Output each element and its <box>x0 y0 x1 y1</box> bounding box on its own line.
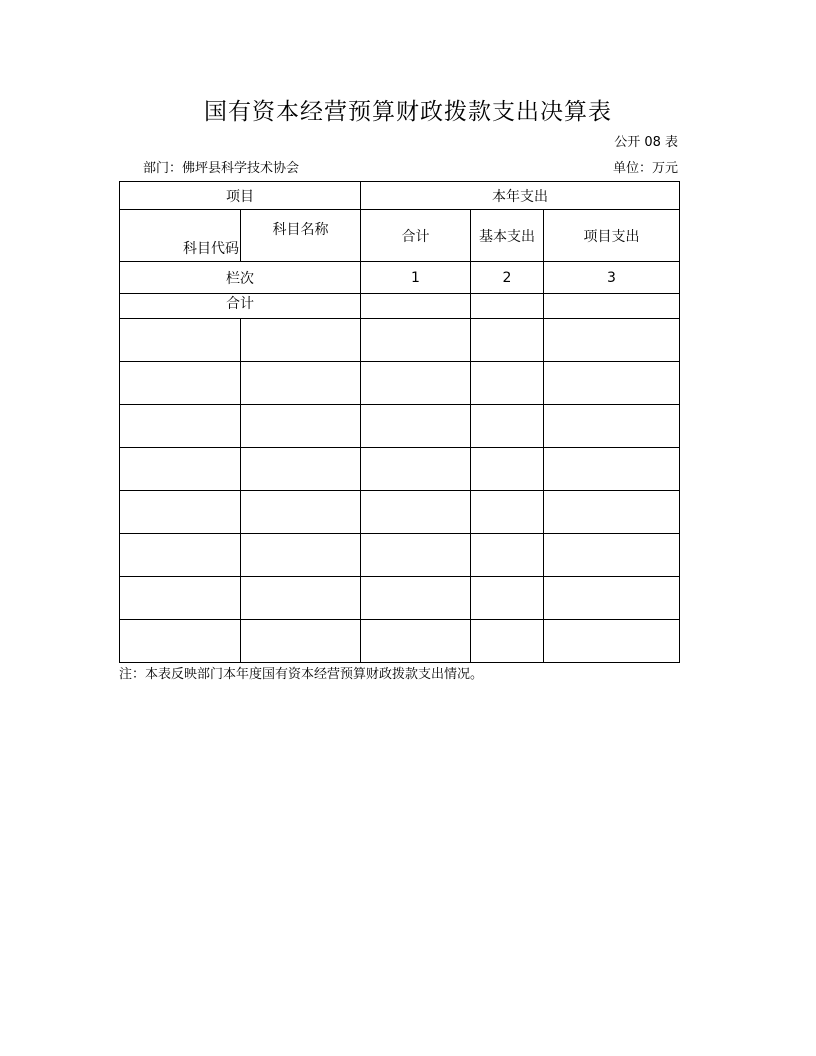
table-cell <box>361 620 471 663</box>
table-cell <box>120 534 241 577</box>
header-current-year: 本年支出 <box>361 182 680 210</box>
table-cell <box>471 362 544 405</box>
unit-label: 单位：万元 <box>612 161 678 176</box>
table-cell <box>241 534 361 577</box>
table-cell <box>361 405 471 448</box>
table-row <box>120 534 680 577</box>
table-cell <box>544 405 680 448</box>
table-cell <box>544 491 680 534</box>
index-row <box>120 262 680 294</box>
department-label: 部门：佛坪县科学技术协会 <box>143 161 300 176</box>
table-cell <box>361 491 471 534</box>
table-row <box>120 620 680 663</box>
col-subject-code: 科目代码 <box>120 210 241 262</box>
table-cell <box>241 491 361 534</box>
index-2: 2 <box>471 262 544 294</box>
total-row-label: 合计 <box>120 294 361 319</box>
table-cell <box>120 362 241 405</box>
table-cell <box>361 448 471 491</box>
row-index-label: 栏次 <box>120 262 361 294</box>
header-row-2 <box>120 210 680 262</box>
table-cell <box>120 491 241 534</box>
table-cell <box>241 405 361 448</box>
table-cell <box>471 448 544 491</box>
table-cell <box>361 577 471 620</box>
table-cell <box>120 620 241 663</box>
table-cell <box>544 577 680 620</box>
table-cell <box>241 448 361 491</box>
document-title: 国有资本经营预算财政拨款支出决算表 <box>204 99 612 125</box>
table-cell <box>544 319 680 362</box>
table-cell <box>471 577 544 620</box>
table-cell <box>544 620 680 663</box>
index-1: 1 <box>361 262 471 294</box>
table-cell <box>471 491 544 534</box>
table-cell <box>241 620 361 663</box>
table-row <box>120 491 680 534</box>
table-cell <box>241 319 361 362</box>
total-basic-cell <box>471 294 544 319</box>
table-cell <box>544 448 680 491</box>
table-cell <box>241 577 361 620</box>
col-subject-name: 科目名称 <box>241 210 361 262</box>
table-row <box>120 577 680 620</box>
table-cell <box>120 319 241 362</box>
header-item: 项目 <box>120 182 361 210</box>
col-total: 合计 <box>361 210 471 262</box>
footnote: 注：本表反映部门本年度国有资本经营预算财政拨款支出情况。 <box>119 667 484 682</box>
table-cell <box>471 620 544 663</box>
col-project-expenditure: 项目支出 <box>544 210 680 262</box>
table-cell <box>361 534 471 577</box>
table-row <box>120 405 680 448</box>
table-row <box>120 319 680 362</box>
index-3: 3 <box>544 262 680 294</box>
table-row <box>120 448 680 491</box>
table-cell <box>361 362 471 405</box>
expenditure-table <box>119 181 680 663</box>
table-row <box>120 362 680 405</box>
total-project-cell <box>544 294 680 319</box>
header-row-1 <box>120 182 680 210</box>
total-row <box>120 294 680 319</box>
table-cell <box>120 448 241 491</box>
col-basic-expenditure: 基本支出 <box>471 210 544 262</box>
table-cell <box>544 534 680 577</box>
table-cell <box>241 362 361 405</box>
table-cell <box>361 319 471 362</box>
table-cell <box>120 405 241 448</box>
table-cell <box>471 405 544 448</box>
form-number: 公开 08 表 <box>614 135 678 150</box>
table-cell <box>544 362 680 405</box>
table-cell <box>120 577 241 620</box>
table-cell <box>471 319 544 362</box>
table-cell <box>471 534 544 577</box>
total-cell <box>361 294 471 319</box>
